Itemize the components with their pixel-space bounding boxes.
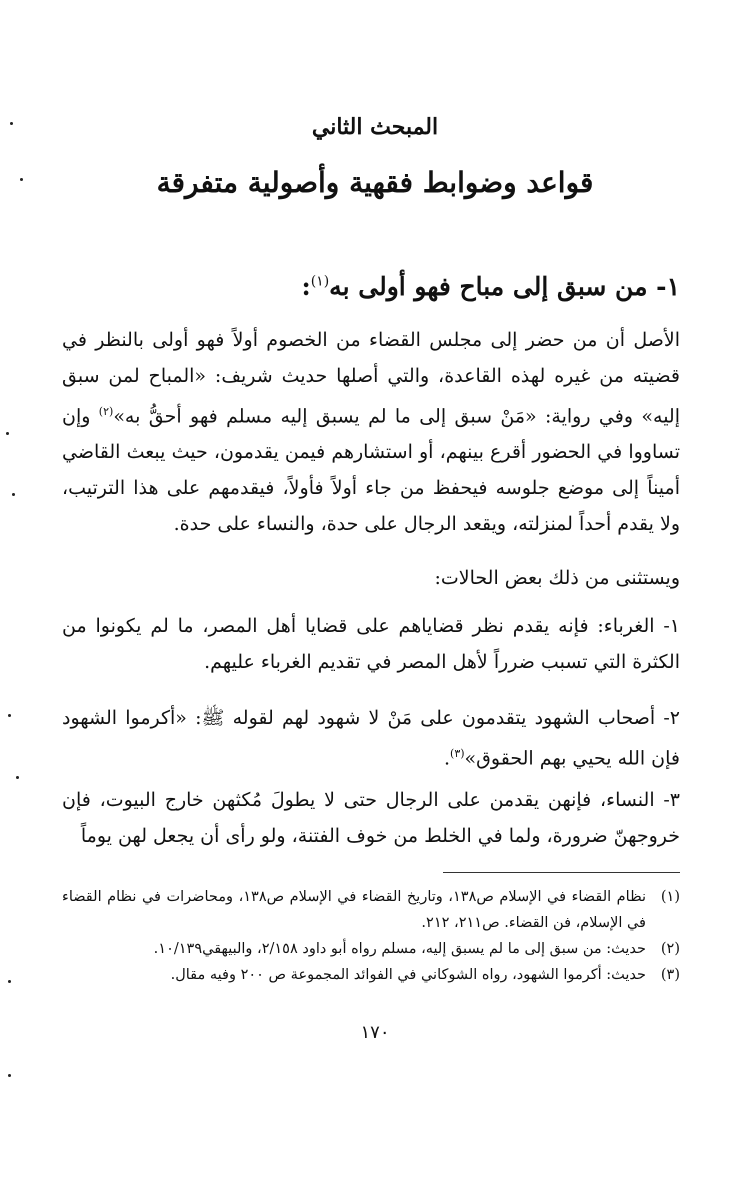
scan-speck (12, 493, 15, 496)
page-number: ١٧٠ (360, 1022, 390, 1043)
paragraph-witnesses-text-b: . (443, 747, 451, 770)
chapter-title: قواعد وضوابط فقهية وأصولية متفرقة (156, 166, 594, 199)
paragraph-origin (62, 322, 680, 542)
scan-speck (10, 122, 13, 125)
footnote-item (62, 884, 680, 936)
scan-speck (8, 1074, 11, 1077)
footnote-ref-3: (٣) (450, 747, 465, 760)
paragraph-witnesses-text-a: ٢- أصحاب الشهود يتقدمون على مَنْ لا شهود لهم لقوله ﷺ: «أكرموا الشهود فإن الله يحيي بهم الحقوق» (62, 707, 680, 770)
rule-title-colon: : (301, 272, 311, 301)
paragraph-origin-text-a: الأصل أن من حضر إلى مجلس القضاء من الخصوم أولاً فهو أولى بالنظر في قضيته من غيره لهذه القاعدة، والتي أصلها حديث شريف: «المباح لمن سبق إليه» وفي رواية: «مَنْ سبق إلى ما لم يسبق إليه مسلم فهو أحقُّ به» (62, 329, 680, 428)
footnote-text: نظام القضاء في الإسلام ص١٣٨، وتاريخ القضاء في الإسلام ص١٣٨، ومحاضرات في نظام القضاء في الإسلام، فن القضاء. ص٢١١، ٢١٢. (62, 889, 647, 931)
scan-speck (6, 432, 9, 435)
section-label: المبحث الثاني (311, 114, 439, 140)
paragraph-exception-women: ٣- النساء، فإنهن يقدمن على الرجال حتى لا يطولَ مُكثهن خارج البيوت، فإن خروجهنّ ضرورة، ولما في الخلط من خوف الفتنة، ولو رأى أن يجعل لهن يوماً (62, 789, 680, 847)
paragraph-exception-witnesses (62, 700, 680, 776)
rule-title-text: ١- من سبق إلى مباح فهو أولى به (329, 272, 680, 301)
paragraph-exception-strangers: ١- الغرباء: فإنه يقدم نظر قضاياهم على قضايا أهل المصر، ما لم يكونوا من الكثرة التي تسبب ضرراً لأهل المصر في تقديم الغرباء عليهم. (62, 615, 680, 673)
footnote-text: حديث: من سبق إلى ما لم يسبق إليه، مسلم رواه أبو داود ٢/١٥٨، والبيهقي١٠/١٣٩. (153, 941, 646, 957)
scan-speck (8, 980, 11, 983)
paragraph-origin-text-b: وإن تساووا في الحضور أقرع بينهم، أو استشارهم فيمن يقدمون، حيث يبعث القاضي أميناً إلى موضع جلوسه فيحفظ من جاء أولاً فأولاً، فيقدمهم على هذا الترتيب، ولا يقدم أحداً لمنزلته، ويقعد الرجال على حدة، والنساء على حدة. (62, 405, 680, 536)
footnotes (62, 884, 680, 988)
footnote-divider (443, 872, 680, 873)
footnote-number: (٢) (660, 941, 680, 957)
footnote-number: (١) (660, 889, 680, 905)
paragraph-exceptions-intro: ويستثنى من ذلك بعض الحالات: (434, 567, 680, 589)
footnote-number: (٣) (660, 967, 680, 983)
rule-title (60, 272, 680, 301)
scan-speck (20, 178, 23, 181)
scan-speck (16, 776, 19, 779)
footnote-text: حديث: أكرموا الشهود، رواه الشوكاني في الفوائد المجموعة ص ٢٠٠ وفيه مقال. (170, 967, 646, 983)
footnote-item (62, 936, 680, 962)
scan-speck (8, 714, 11, 717)
footnote-ref-1: (١) (310, 273, 330, 290)
footnote-ref-2: (٢) (98, 405, 114, 418)
footnote-item (62, 962, 680, 988)
